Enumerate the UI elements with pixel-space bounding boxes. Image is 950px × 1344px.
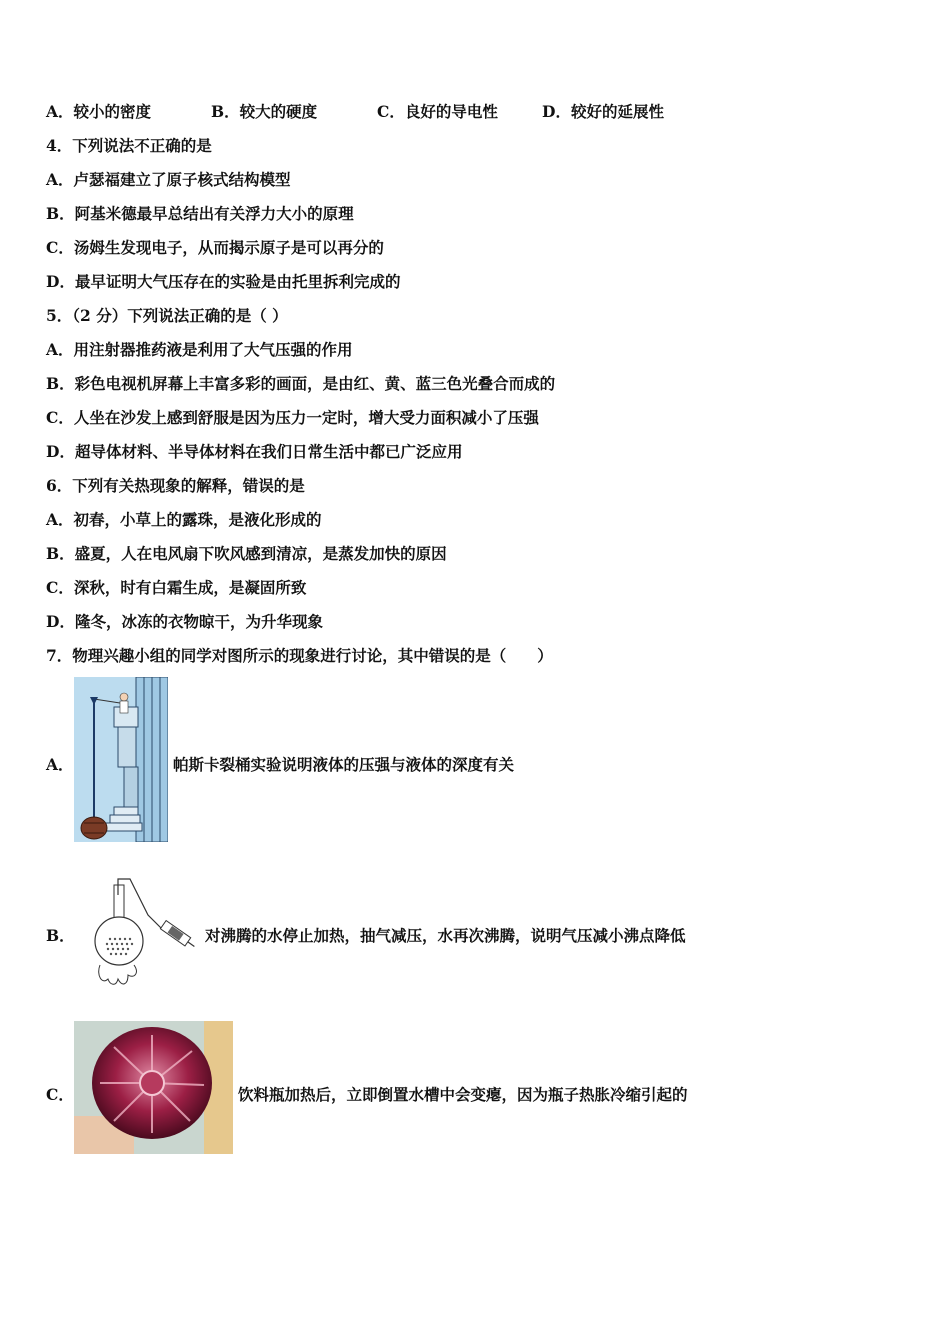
q4-option-a: A．卢瑟福建立了原子核式结构模型 bbox=[46, 170, 291, 189]
q7-option-c-text: 饮料瓶加热后，立即倒置水槽中会变瘪，因为瓶子热胀冷缩引起的 bbox=[238, 1085, 688, 1104]
q7-option-b-text: 对沸腾的水停止加热，抽气减压，水再次沸腾，说明气压减小沸点降低 bbox=[205, 926, 686, 945]
q4-option-d: D．最早证明大气压存在的实验是由托里拆利完成的 bbox=[46, 272, 401, 291]
q6-option-d: D．隆冬，冰冻的衣物晾干，为升华现象 bbox=[46, 612, 323, 631]
q3-option-b: B．较大的硬度 bbox=[211, 102, 318, 121]
q6-option-a: A．初春，小草上的露珠，是液化形成的 bbox=[46, 510, 322, 529]
pascal-barrel-figure bbox=[74, 677, 168, 842]
q7-option-c-letter: C． bbox=[46, 1085, 74, 1104]
q3-option-d: D．较好的延展性 bbox=[542, 102, 664, 121]
q5-option-b: B．彩色电视机屏幕上丰富多彩的画面，是由红、黄、蓝三色光叠合而成的 bbox=[46, 374, 556, 393]
q3-option-a: A．较小的密度 bbox=[46, 102, 152, 121]
q5-option-c: C．人坐在沙发上感到舒服是因为压力一定时，增大受力面积减小了压强 bbox=[46, 408, 539, 427]
q3-option-c: C．良好的导电性 bbox=[377, 102, 498, 121]
q5-option-a: A．用注射器推药液是利用了大气压强的作用 bbox=[46, 340, 353, 359]
q5-stem: 5．（2 分）下列说法正确的是（ ） bbox=[46, 306, 288, 325]
crushed-bottle-photo bbox=[74, 1021, 233, 1154]
q6-stem: 6．下列有关热现象的解释，错误的是 bbox=[46, 476, 305, 495]
q4-option-c: C．汤姆生发现电子，从而揭示原子是可以再分的 bbox=[46, 238, 384, 257]
q5-option-d: D．超导体材料、半导体材料在我们日常生活中都已广泛应用 bbox=[46, 442, 463, 461]
q7-option-a-letter: A． bbox=[46, 755, 74, 774]
q7-stem: 7．物理兴趣小组的同学对图所示的现象进行讨论，其中错误的是（ ） bbox=[46, 646, 553, 665]
boiling-flask-figure bbox=[88, 875, 198, 987]
q6-option-b: B．盛夏，人在电风扇下吹风感到清凉，是蒸发加快的原因 bbox=[46, 544, 447, 563]
q7-option-b-letter: B． bbox=[46, 926, 75, 945]
q4-stem: 4．下列说法不正确的是 bbox=[46, 136, 212, 155]
q4-option-b: B．阿基米德最早总结出有关浮力大小的原理 bbox=[46, 204, 354, 223]
q6-option-c: C．深秋，时有白霜生成，是凝固所致 bbox=[46, 578, 307, 597]
q7-option-a-text: 帕斯卡裂桶实验说明液体的压强与液体的深度有关 bbox=[173, 755, 515, 774]
